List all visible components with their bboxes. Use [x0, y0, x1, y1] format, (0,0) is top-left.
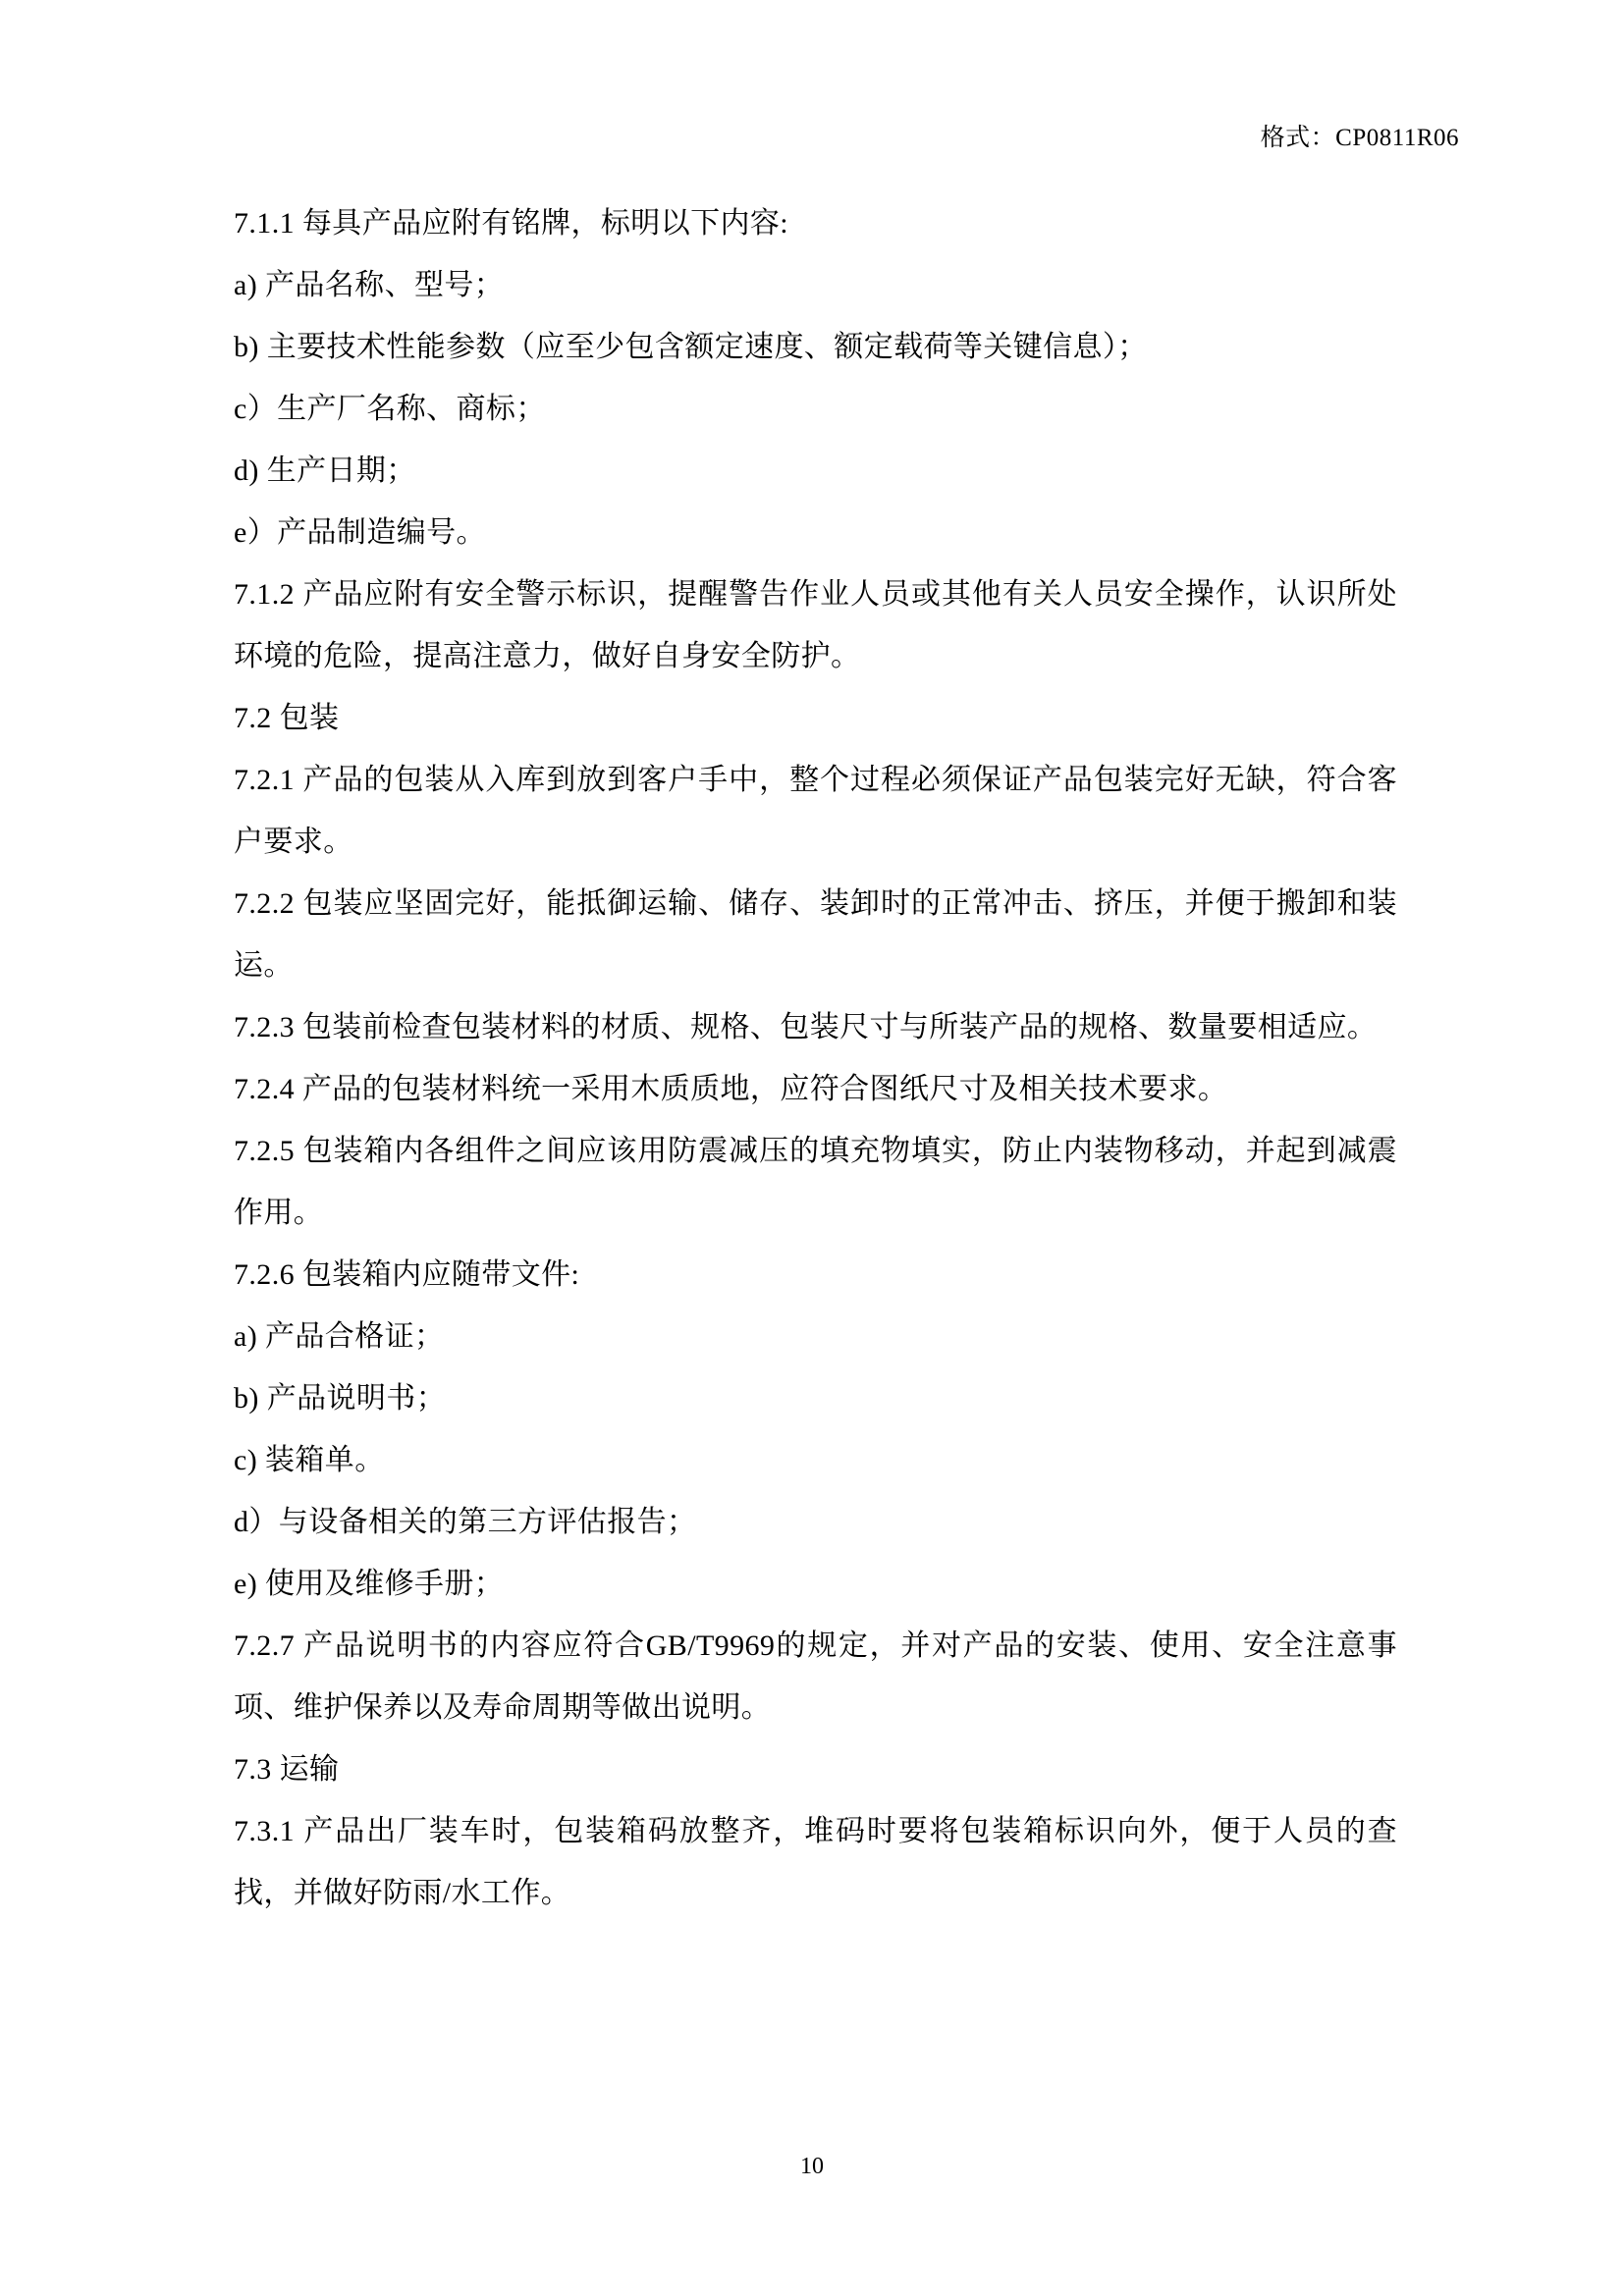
paragraph: d）与设备相关的第三方评估报告； [234, 1506, 697, 1538]
page-number: 10 [800, 2154, 824, 2179]
section-heading: 7.2 包装 [234, 702, 340, 734]
paragraph: 7.2.7 产品说明书的内容应符合GB/T9969的规定，并对产品的安装、使用、安全注意事项、维护保养以及寿命周期等做出说明。 [234, 1629, 1397, 1724]
paragraph: a) 产品名称、型号； [234, 269, 505, 301]
paragraph: 7.2.6 包装箱内应随带文件: [234, 1258, 580, 1291]
form-code-header: 格式：CP0811R06 [1260, 125, 1459, 151]
paragraph: 7.3.1 产品出厂装车时，包装箱码放整齐，堆码时要将包装箱标识向外，便于人员的查找，并做好防雨/水工作。 [234, 1815, 1397, 1909]
paragraph: 7.2.1 产品的包装从入库到放到客户手中，整个过程必须保证产品包装完好无缺，符合客户要求。 [234, 764, 1397, 858]
paragraph: b) 产品说明书； [234, 1382, 447, 1415]
paragraph: c) 装箱单。 [234, 1444, 385, 1476]
paragraph: 7.2.4 产品的包装材料统一采用木质质地，应符合图纸尺寸及相关技术要求。 [234, 1073, 1228, 1105]
paragraph: 7.2.5 包装箱内各组件之间应该用防震减压的填充物填实，防止内装物移动，并起到减震作用。 [234, 1135, 1397, 1229]
document-body [234, 192, 1397, 1924]
paragraph: a) 产品合格证； [234, 1320, 445, 1353]
paragraph: 7.2.3 包装前检查包装材料的材质、规格、包装尺寸与所装产品的规格、数量要相适应。 [234, 1011, 1378, 1043]
paragraph: b) 主要技术性能参数（应至少包含额定速度、额定载荷等关键信息）； [234, 331, 1148, 363]
paragraph: 7.2.2 包装应坚固完好，能抵御运输、储存、装卸时的正常冲击、挤压，并便于搬卸和装运。 [234, 887, 1397, 982]
paragraph: 7.1.2 产品应附有安全警示标识，提醒警告作业人员或其他有关人员安全操作，认识所处环境的危险，提高注意力，做好自身安全防护。 [234, 578, 1397, 672]
paragraph: c）生产厂名称、商标； [234, 393, 546, 425]
paragraph: d) 生产日期； [234, 454, 416, 487]
paragraph: 7.1.1 每具产品应附有铭牌，标明以下内容: [234, 207, 789, 240]
section-heading: 7.3 运输 [234, 1753, 340, 1786]
paragraph: e) 使用及维修手册； [234, 1568, 505, 1600]
paragraph: e）产品制造编号。 [234, 516, 486, 549]
